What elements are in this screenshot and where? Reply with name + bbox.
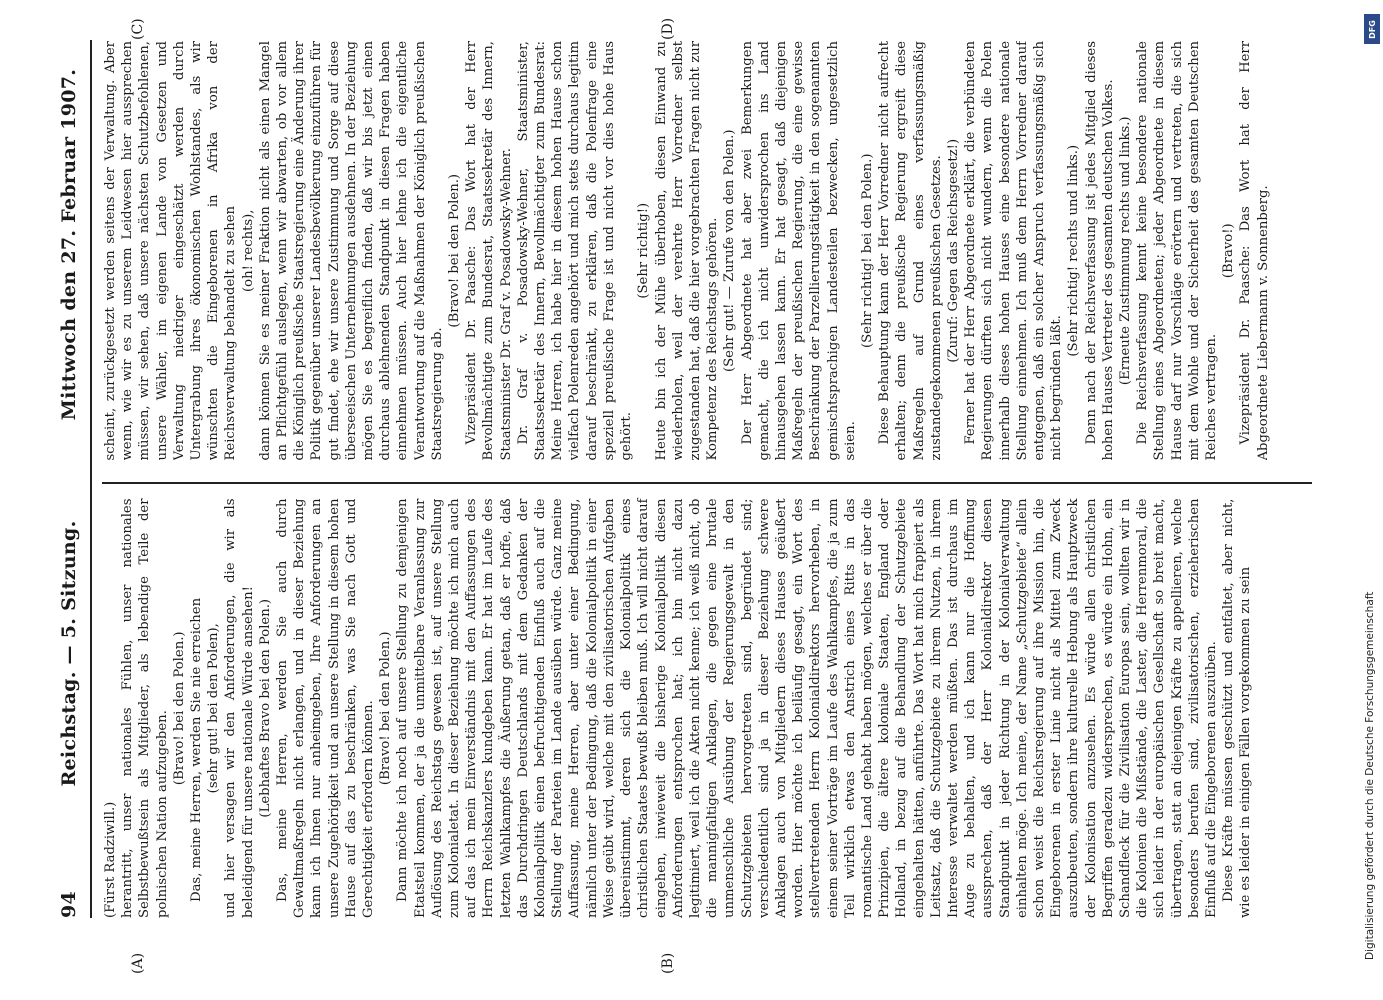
- page-number: 94: [58, 890, 80, 918]
- left-paragraph: (Fürst Radziwill.): [103, 801, 118, 918]
- right-paragraph: Vizepräsident Dr. Paasche: Das Wort hat der Herr Abgeordnete Liebermann v. Sonnenberg.: [1238, 41, 1271, 461]
- dfg-logo-text: DFG: [1367, 19, 1377, 39]
- right-paragraph: (Zuruf: Gegen das Reichsgesetz!): [945, 138, 961, 363]
- left-paragraph: (sehr gut! bei den Polen),: [206, 623, 222, 794]
- margin-label-d: (D): [660, 17, 676, 40]
- left-paragraph: herantritt, unser nationales Fühlen, unser nationales Selbstbewußtsein als Mitglieder, als lebendige Teile der polnischen Nation aufzugeben.: [120, 498, 170, 918]
- right-paragraph: Diese Behauptung kann der Herr Vorredner nicht aufrecht erhalten; denn die preußische Regierung ergreift diese Maßregeln auf Grund eines verfassungsmäßig zustandegekommenen preußischen Gesetzes.: [877, 41, 944, 461]
- right-paragraph: (Sehr richtig! rechts und links.): [1066, 144, 1082, 357]
- right-column: [102, 40, 1312, 461]
- right-paragraph: Vizepräsident Dr. Paasche: Das Wort hat der Herr Bevollmächtigte zum Bundesrat, Staatssekretär des Innern, Staatsminister Dr. Graf v. Posadowsky-Wehner.: [464, 41, 514, 461]
- right-paragraph: Dr. Graf v. Posadowsky-Wehner, Staatsminister, Staatssekretär des Innern, Bevollmächtigter zum Bundesrat: Meine Herren, ich habe hier in diesem hohen Hause schon vielfach Polenreden angehört und mich stets durchaus legitim darauf beschränkt, zu erklären, daß die Polenfrage eine speziell preußische Frage ist und nicht vor dies hohe Haus gehört.: [515, 41, 635, 461]
- page-header: [58, 40, 92, 918]
- right-paragraph: (Bravo!): [1221, 223, 1237, 279]
- right-paragraph: (Bravo! bei den Polen.): [447, 173, 463, 328]
- header-left-title: Reichstag. — 5. Sitzung.: [58, 520, 80, 787]
- margin-label-b: (B): [660, 952, 676, 974]
- margin-label-c: (C): [130, 18, 146, 40]
- right-paragraph: Der Herr Abgeordnete hat aber zwei Bemerkungen gemacht, die ich nicht unwidersprochen ins Land hinausgehen lassen kann. Er hat gesagt, daß diejenigen Maßregeln der preußischen Regierung, die eine gewisse Beschränkung der Parzellierungstätigkeit in den sogenannten gemischtsprachigen Landesteilen bezwecken, ungesetzlich seien.: [739, 41, 858, 461]
- right-paragraph: (Sehr gut! — Zurufe von den Polen.): [722, 129, 738, 373]
- left-paragraph: Das, meine Herren, werden Sie nie erreichen: [189, 597, 205, 902]
- left-paragraph: Dann möchte ich noch auf unsere Stellung zu demjenigen Etatsteil kommen, der ja die unmittelbare Veranlassung zur Auflösung des Reichstags gewesen ist, auf unsere Stellung zum Kolonialetat. In dieser Beziehung möchte ich mich auch auf das ich mein Einverständnis mit den Auffassungen des Herrn Reichskanzlers kundgeben kann. Er hat im Laufe des letzten Wahlkampfes die Äußerung getan, daß er hoffe, daß das Durchdringen Deutschlands mit dem Gedanken der Kolonialpolitik einen befruchtigenden Einfluß auch auf die Stellung der Parteien im Lande ausüben würde. Ganz meine Auffassung, meine Herren, aber unter einer Bedingung, nämlich unter der Bedingung, daß die Kolonialpolitik in einer Weise geübt wird, welche mit den zivilisatorischen Aufgaben übereinstimmt, deren sich die Kolonialpolitik eines christlichen Staates bewußt bleiben muß. Ich will nicht darauf eingehen, inwieweit die bisherige Kolonialpolitik diesen Anforderungen entsprochen hat; ich bin nicht dazu legitimiert, weil ich die Akten nicht kenne; ich weiß nicht, ob die mannigfaltigen Anklagen, die gegen eine brutale unmenschliche Ausübung der Regierungsgewalt in den Schutzgebieten hervorgetreten sind, begründet sind; verschiedentlich sind ja in dieser Beziehung schwere Anklagen auch von Mitgliedern dieses Hauses geäußert worden. Hier möchte ich beiläufig gesagt, ein Wort des stellvertretenden Herrn Kolonialdirektors hervorheben, in einem seiner Vorträge im Laufe des Wahlkampfes, die ja zum Teil wirklich etwas den Anstrich eines Ritts in das romantische Land gehabt haben mögen, welches er über die Prinzipien, die ältere koloniale Staaten, England oder Holland, in bezug auf die Behandlung der Schutzgebiete eingehalten hätten, anführte. Das Wort hat mich frappiert als Leitsatz, daß die Schutzgebiete zu ihrem Nutzen, in ihrem Interesse verwaltet werden müßten. Das ist durchaus im Auge zu behalten, und ich kann nur die Hoffnung aussprechen, daß der Herr Kolonialdirektor diesen Standpunkt in jeder Richtung in der Kolonialverwaltung einhalten möge. Ich meine, der Name „Schutzgebiete“ allein schon weist die Reichsregierung auf ihre Mission hin, die Eingeborenen in erster Linie nicht als Mittel zum Zweck auszubeuten, sondern ihre kulturelle Hebung als Hauptzweck der Kolonisation anzusehen. Es würde allen christlichen Begriffen geradezu widersprechen, es würde ein Hohn, ein Schandfleck für die Zivilisation Europas sein, wollten wir in die Kolonien die Mißstände, die Laster, die Herrenmoral, die sich leider in der europäischen Gesellschaft so breit macht, übertragen, statt an diejenigen Kräfte zu appellieren, welche besonders berufen sind, zivilisatorischen, erzieherischen Einfluß auf die Eingeborenen auszuüben.: [395, 498, 1219, 918]
- right-paragraph: Ferner hat der Herr Abgeordnete erklärt, die verbündeten Regierungen dürften sich nicht wundern, wenn die Polen innerhalb dieses hohen Hauses eine besondere nationale Stellung einnehmen. Ich muß dem Herrn Vorredner darauf entgegnen, daß ein solcher Anspruch verfassungsmäßig sich nicht begründen läßt.: [963, 41, 1065, 461]
- right-paragraph: (Erneute Zustimmung rechts und links.): [1117, 116, 1133, 386]
- header-right-title: Mittwoch den 27. Februar 1907.: [58, 68, 80, 421]
- left-paragraph: und hier versagen wir den Anforderungen, die wir als beleidigend für unsere nationale Würde ansehen!: [223, 498, 256, 918]
- right-paragraph: scheint, zurückgesetzt werden seitens der Verwaltung. Aber wenn, wie wir es zu unserem Leidwesen hier aussprechen müssen, wir sehen, daß unsere nächsten Schutzbefohlenen, unsere Wähler, im eigenen Lande von Gesetzen und Verwaltung niedriger eingeschätzt werden durch Untergrabung ihres ökonomischen Wohlstandes, als wir wünschten die Eingeborenen in Afrika von der Reichsverwaltung behandelt zu sehen: [103, 41, 239, 461]
- left-paragraph: Das, meine Herren, werden Sie auch durch Gewaltmaßregeln nicht erlangen, und in dieser Beziehung kann ich Ihnen nur anheimgeben, Ihre Anforderungen an unsere Zugehörigkeit und an unsere Stellung in diesem hohen Hause auf das zu beschränken, was Sie nach Gott und Gerechtigkeit erfordern können.: [275, 498, 377, 918]
- margin-label-a: (A): [130, 952, 146, 974]
- right-paragraph: (oh! rechts),: [240, 209, 256, 292]
- right-paragraph: (Sehr richtig!): [636, 202, 652, 299]
- right-paragraph: dann können Sie es meiner Fraktion nicht als einen Mangel an Pflichtgefühl auslegen, wenn wir abwarten, ob vor allem die Königlich preußische Staatsregierung eine Änderung ihrer Politik gegenüber unserer Landesbevölkerung einzuführen für gut findet, ehe wir unsere Zustimmung und Sorge auf diese überseeischen Unternehmungen ausdehnen. In der Beziehung mögen Sie es begreiflich finden, daß wir bis jetzt einen durchaus ablehnenden Standpunkt in diesen Fragen haben einnehmen müssen. Auch hier lehne ich die eigentliche Verantwortung auf die Maßnahmen der Königlich preußischen Staatsregierung ab.: [257, 41, 445, 461]
- text-columns: [102, 40, 1312, 918]
- left-paragraph: (Bravo! bei den Polen.): [171, 631, 187, 786]
- left-paragraph: Diese Kräfte müssen geschützt und entfaltet, aber nicht, wie es leider in einigen Fällen vorgekommen zu sein: [1221, 498, 1254, 918]
- right-paragraph: Heute bin ich der Mühe überhoben, diesen Einwand zu wiederholen, weil der verehrte Herr Vorredner selbst zugestanden hat, daß die hier vorgebrachten Fragen nicht zur Kompetenz des Reichstags gehören.: [653, 41, 721, 461]
- left-paragraph: (Bravo! bei den Polen.): [378, 631, 394, 786]
- right-paragraph: (Sehr richtig! bei den Polen.): [859, 153, 875, 349]
- left-paragraph: (Lebhaftes Bravo bei den Polen.): [257, 598, 273, 818]
- digitization-note: Digitalisierung gefördert durch die Deutsche Forschungsgemeinschaft: [1364, 591, 1376, 960]
- right-paragraph: Denn nach der Reichsverfassung ist jedes Mitglied dieses hohen Hauses Vertreter des gesamten deutschen Volkes.: [1083, 41, 1116, 461]
- right-paragraph: Die Reichsverfassung kennt keine besondere nationale Stellung eines Abgeordneten; jeder Abgeordnete in diesem Hause darf nur Vorschläge erörtern und vertreten, die sich mit dem Wohle und der Sicherheit des gesamten Deutschen Reiches vertragen.: [1135, 41, 1219, 461]
- left-column: [102, 483, 1312, 919]
